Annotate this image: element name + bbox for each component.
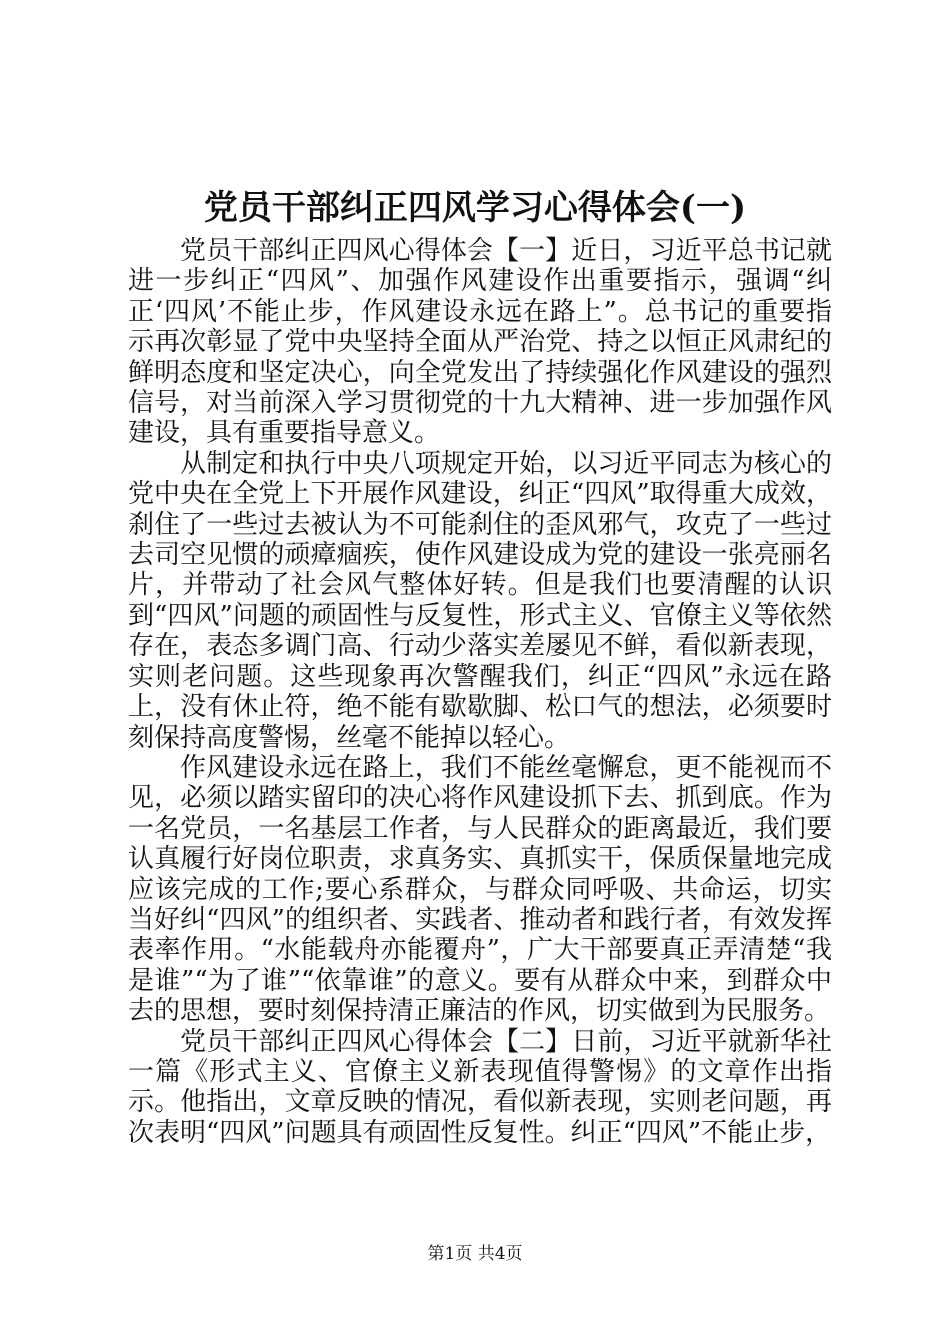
document-body	[128, 236, 832, 1148]
document-title: 党员干部纠正四风学习心得体会(一)	[203, 188, 747, 228]
paragraph-1: 党员干部纠正四风心得体会【一】近日，习近平总书记就进一步纠正“四风”、加强作风建设作出重要指示，强调“纠正‘四风’不能止步，作风建设永远在路上”。总书记的重要指示再次彰显了党中央坚持全面从严治党、持之以恒正风肃纪的鲜明态度和坚定决心，向全党发出了持续强化作风建设的强烈信号，对当前深入学习贯彻党的十九大精神、进一步加强作风建设，具有重要指导意义。	[128, 236, 832, 449]
paragraph-2: 从制定和执行中央八项规定开始，以习近平同志为核心的党中央在全党上下开展作风建设，纠正“四风”取得重大成效，刹住了一些过去被认为不可能刹住的歪风邪气，攻克了一些过去司空见惯的顽瘴痼疾，使作风建设成为党的建设一张亮丽名片，并带动了社会风气整体好转。但是我们也要清醒的认识到“四风”问题的顽固性与反复性，形式主义、官僚主义等依然存在，表态多调门高、行动少落实差屡见不鲜，看似新表现，实则老问题。这些现象再次警醒我们，纠正“四风”永远在路上，没有休止符，绝不能有歇歇脚、松口气的想法，必须要时刻保持高度警惕，丝毫不能掉以轻心。	[128, 448, 832, 753]
page-footer: 第1页 共4页	[427, 1244, 523, 1264]
paragraph-3: 作风建设永远在路上，我们不能丝毫懈怠，更不能视而不见，必须以踏实留印的决心将作风建设抓下去、抓到底。作为一名党员，一名基层工作者，与人民群众的距离最近，我们要认真履行好岗位职责，求真务实、真抓实干，保质保量地完成应该完成的工作;要心系群众，与群众同呼吸、共命运，切实当好纠“四风”的组织者、实践者、推动者和践行者，有效发挥表率作用。“水能载舟亦能覆舟”，广大干部要真正弄清楚“我是谁”“为了谁”“依靠谁”的意义。要有从群众中来，到群众中去的思想，要时刻保持清正廉洁的作风，切实做到为民服务。	[128, 752, 832, 1027]
paragraph-4: 党员干部纠正四风心得体会【二】日前，习近平就新华社一篇《形式主义、官僚主义新表现值得警惕》的文章作出指示。他指出，文章反映的情况，看似新表现，实则老问题，再次表明“四风”问题具有顽固性反复性。纠正“四风”不能止步，	[128, 1026, 832, 1148]
